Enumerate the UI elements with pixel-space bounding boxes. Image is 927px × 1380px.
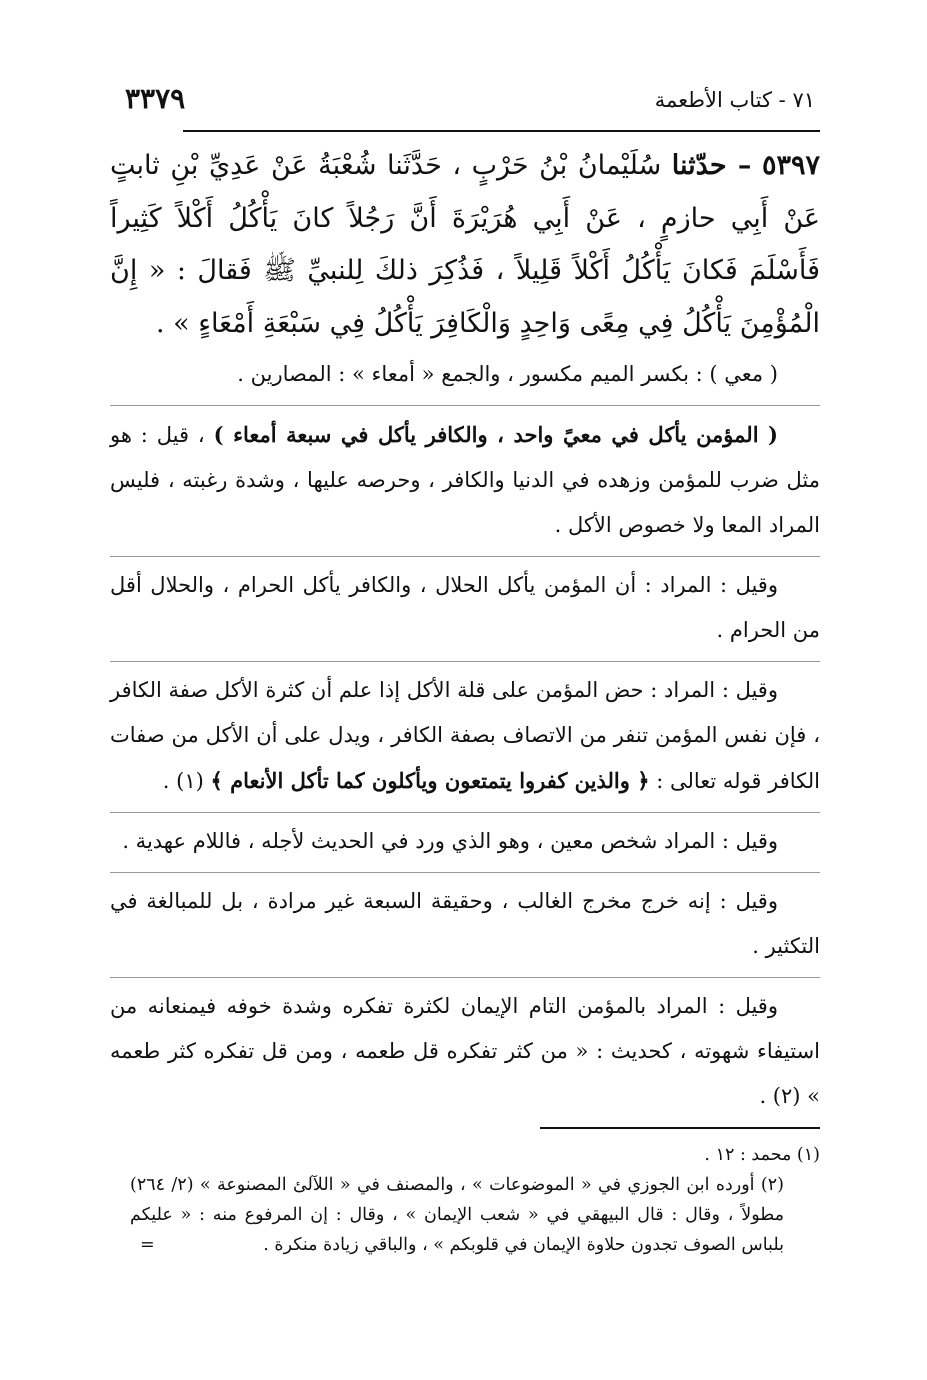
page-number: ٣٣٧٩ bbox=[125, 82, 186, 115]
chapter-title: ٧١ - كتاب الأطعمة bbox=[654, 88, 815, 112]
hadith-number: ٥٣٩٧ bbox=[762, 150, 821, 181]
page-header bbox=[125, 82, 815, 122]
continuation-mark: = bbox=[140, 1235, 155, 1255]
divider bbox=[110, 872, 820, 873]
footnote-1: (١) محمد : ١٢ . bbox=[704, 1145, 820, 1165]
divider bbox=[110, 661, 820, 662]
divider bbox=[110, 556, 820, 557]
commentary-paragraph-3 bbox=[110, 668, 820, 804]
commentary-paragraph-6: وقيل : المراد بالمؤمن التام الإيمان لكثرة تفكره وشدة خوفه فيمنعانه من استيفاء شهوته ، كحديث : « من كثر تفكره قل طعمه ، ومن قل تفكره كثر طعمه » (٢) . bbox=[110, 994, 820, 1108]
divider bbox=[110, 812, 820, 813]
commentary-paragraph-5: وقيل : إنه خرج مخرج الغالب ، وحقيقة السبعة غير مرادة ، بل للمبالغة في التكثير . bbox=[110, 889, 820, 958]
hadith-body: سُلَيْمانُ بْنُ حَرْبٍ ، حَدَّثَنا شُعْبَةُ عَنْ عَدِيِّ بْنِ ثابتٍ عَنْ أَبِي حازمٍ ، عَنْ أَبِي هُرَيْرَةَ أَنَّ رَجُلاً كانَ يَأْكُلُ أَكْلاً كَثِيراً فَأَسْلَمَ فَكانَ يَأْكُلُ أَكْلاً قَلِيلاً ، فَذُكِرَ ذلكَ لِلنبيِّ ﷺ فَقالَ : « إِنَّ الْمُؤْمِنَ يَأْكُلُ فِي مِعًى وَاحِدٍ وَالْكَافِرَ يَأْكُلُ فِي سَبْعَةِ أَمْعَاءٍ » . bbox=[110, 150, 820, 339]
footnote-2-text: (٢) أورده ابن الجوزي في « الموضوعات » ، والمصنف في « اللآلئ المصنوعة » (٢/ ٢٦٤) مطولاً ، وقال : قال البيهقي في « شعب الإيمان » ، وقال : إن المرفوع منه : « عليكم بلباس الصوف تجدون حلاوة الإيمان في قلوبكم » ، والباقي زيادة منكرة . bbox=[130, 1175, 784, 1255]
hadith-lead: – حدّثنا bbox=[671, 150, 752, 181]
quran-verse: ﴿ والذين كفروا يتمتعون ويأكلون كما تأكل الأنعام ﴾ bbox=[210, 768, 650, 793]
divider bbox=[110, 977, 820, 978]
divider bbox=[110, 405, 820, 406]
hadith-text bbox=[110, 140, 820, 350]
quoted-phrase: ( المؤمن يأكل في معيً واحد ، والكافر يأكل في سبعة أمعاء ) bbox=[213, 422, 778, 447]
commentary-paragraph-2: وقيل : المراد : أن المؤمن يأكل الحلال ، والكافر يأكل الحرام ، والحلال أقل من الحرام . bbox=[110, 573, 820, 642]
header-rule bbox=[183, 130, 820, 132]
commentary-text: ، قيل : هو مثل ضرب للمؤمن وزهده في الدنيا والكافر ، وحرصه عليها ، وشدة رغبته ، فليس المراد المعا ولا خصوص الأكل . bbox=[110, 423, 820, 537]
footnote-2 bbox=[130, 1170, 820, 1260]
gloss-paragraph: ( معي ) : بكسر الميم مكسور ، والجمع « أمعاء » : المصارين . bbox=[237, 362, 778, 386]
footnotes bbox=[130, 1140, 820, 1260]
footnote-rule bbox=[540, 1127, 820, 1129]
commentary-paragraph-1 bbox=[110, 412, 820, 548]
main-text bbox=[110, 140, 820, 1119]
commentary-paragraph-4: وقيل : المراد شخص معين ، وهو الذي ورد في الحديث لأجله ، فاللام عهدية . bbox=[122, 829, 778, 853]
commentary-text: وقيل : المراد : حض المؤمن على قلة الأكل إذا علم أن كثرة الأكل صفة الكافر ، فإن نفس المؤمن تنفر من الاتصاف بصفة الكافر ، ويدل على أن الأكل من صفات الكافر قوله تعالى : bbox=[110, 678, 820, 793]
footnote-ref-1: (١) . bbox=[162, 769, 204, 793]
